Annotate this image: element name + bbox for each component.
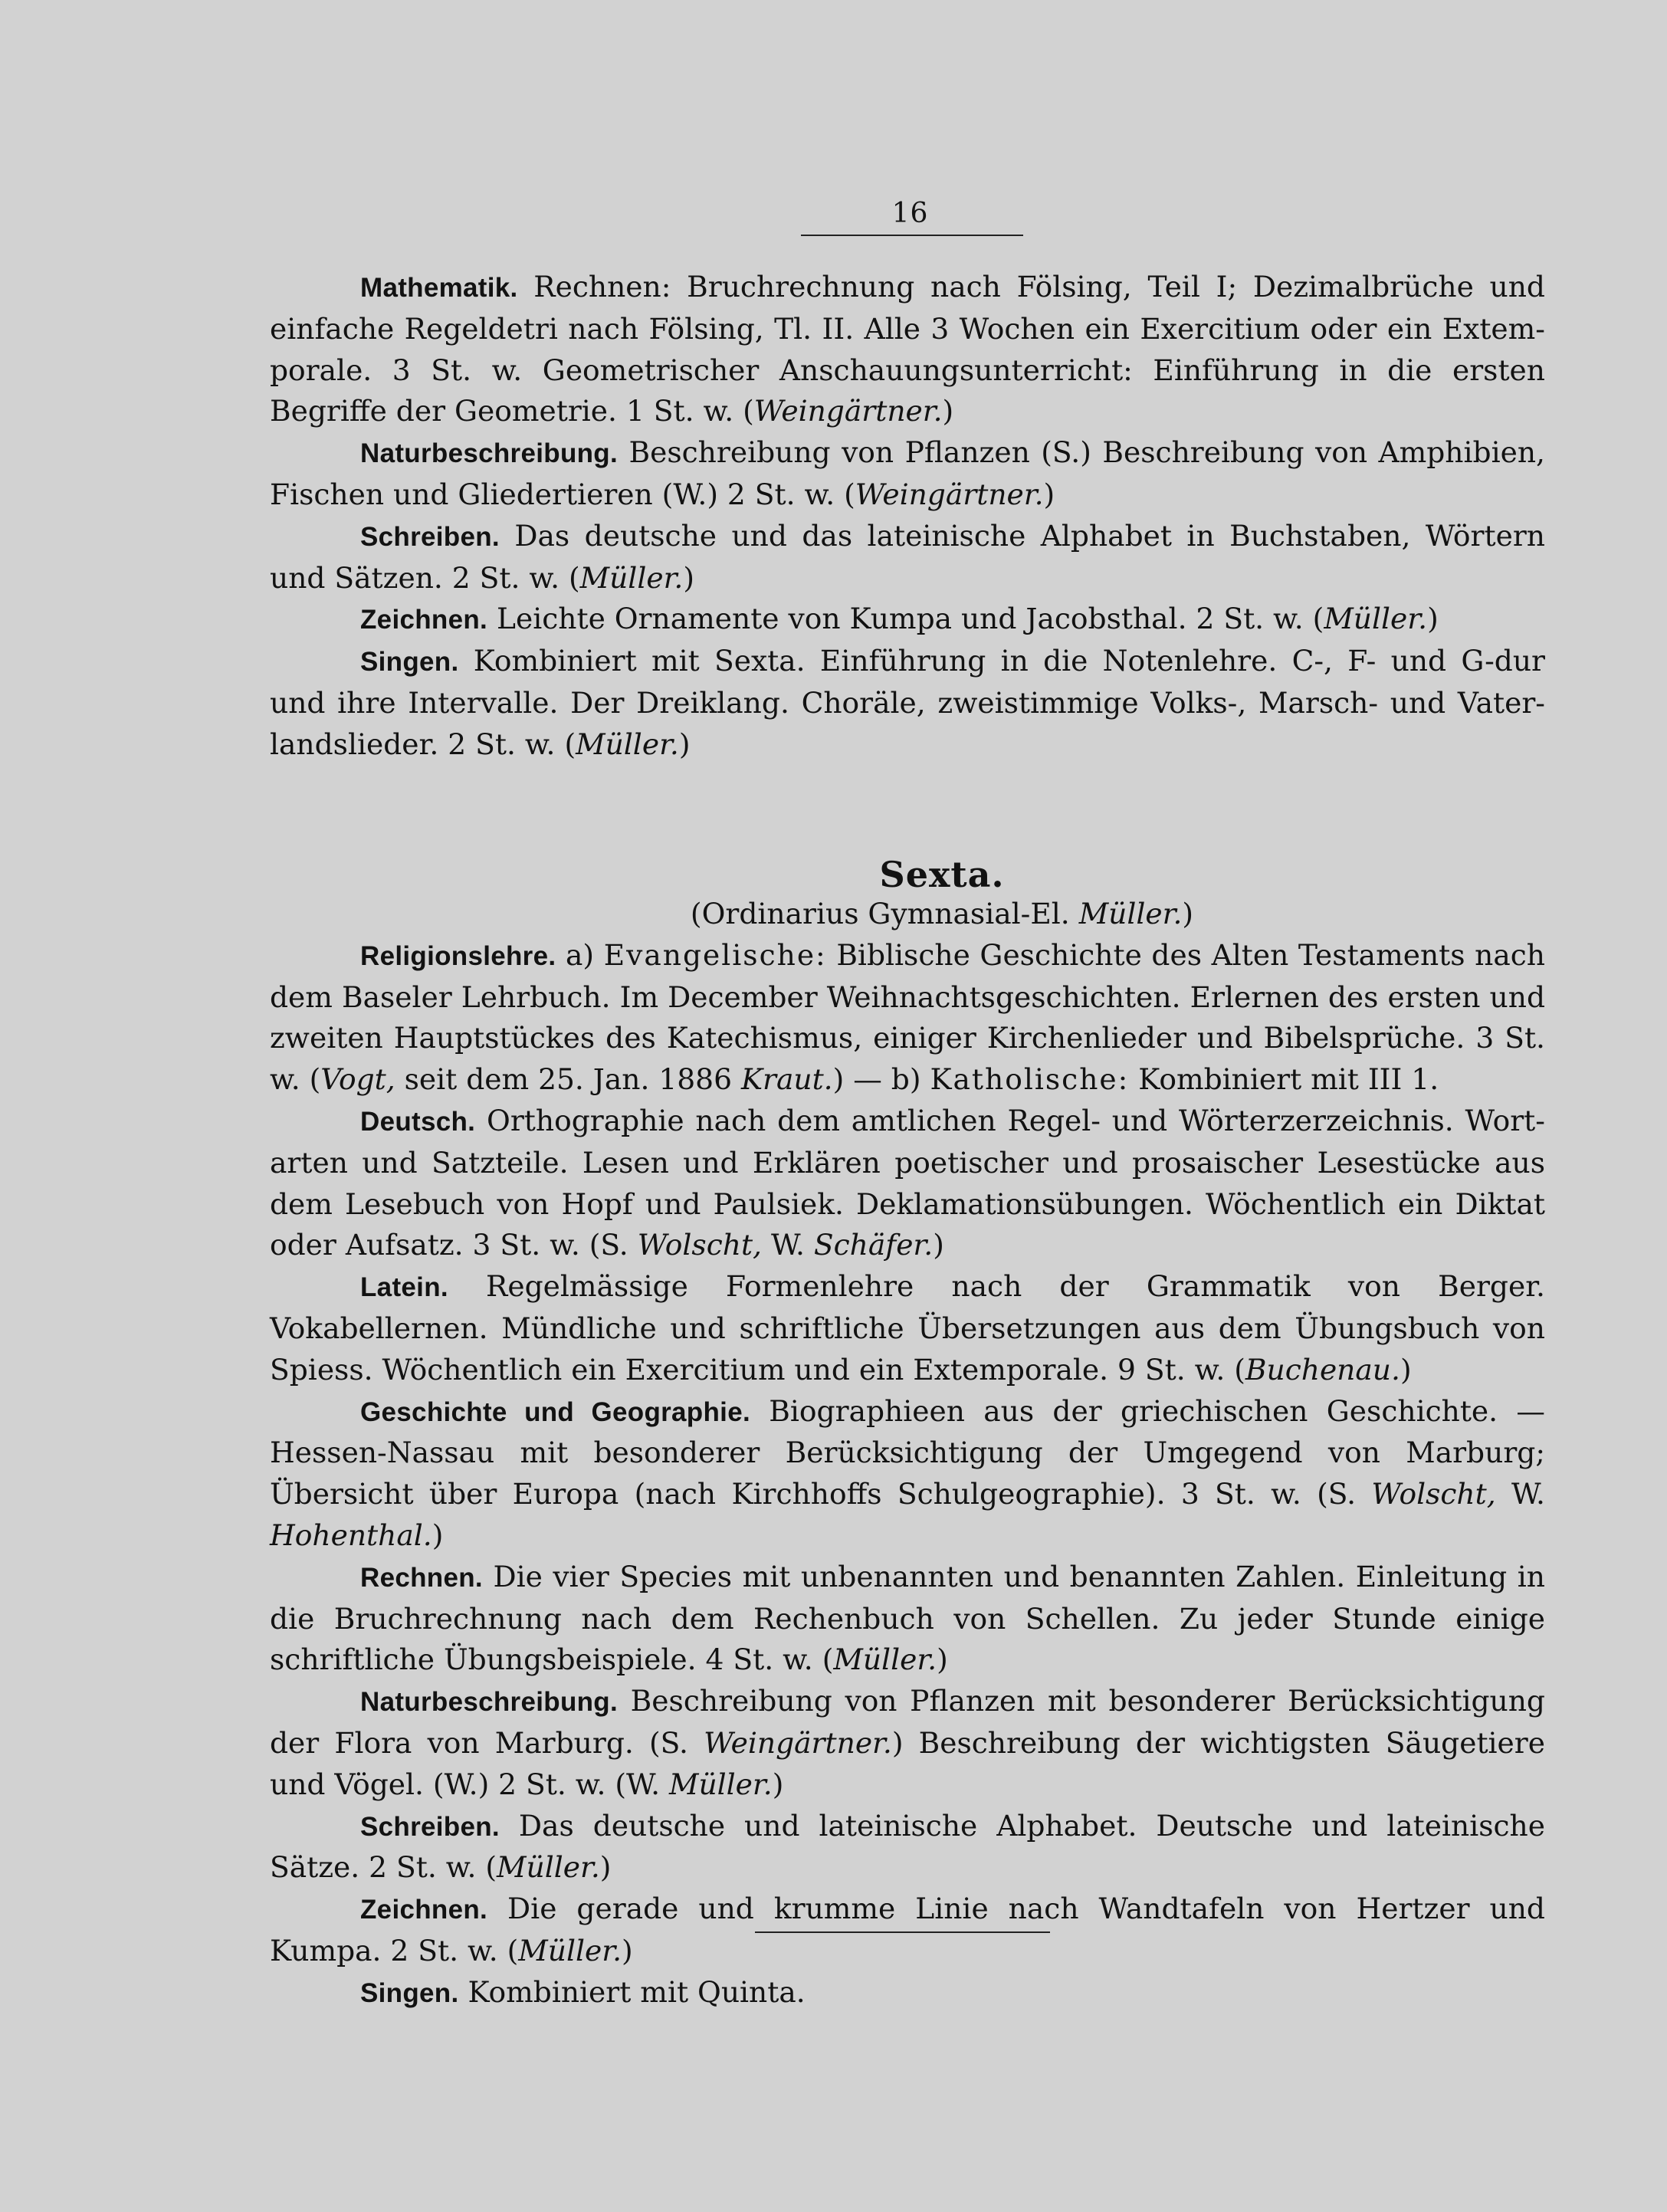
subject-text: Beschreibung von Pflanzen (S.) Beschreibung von Amphibien, Fischen und Gliedertieren (W.) 2 St. w. ( <box>270 435 1545 511</box>
sexta-subject-zeichnen <box>270 1889 1545 1972</box>
subject-text: ) <box>678 727 691 761</box>
teacher-name: Müller. <box>497 1850 600 1885</box>
teacher-name: Müller. <box>518 1933 622 1967</box>
teacher-name: Hohenthal. <box>270 1518 432 1552</box>
ordinarius-suffix: ) <box>1182 897 1194 930</box>
subject-text: ) <box>599 1850 612 1885</box>
subject-text: ) <box>1043 477 1055 511</box>
sexta-heading: Sexta. <box>879 854 1005 895</box>
spaced-label: Evangelische: <box>603 937 827 972</box>
subject-title: Deutsch. <box>360 1106 476 1137</box>
quinta-subject-singen <box>270 641 1545 765</box>
subject-title: Schreiben. <box>360 1811 500 1842</box>
teacher-name: Vogt, <box>320 1062 395 1097</box>
quinta-subject-naturbeschreibung <box>270 432 1545 516</box>
sexta-subject-singen <box>270 1972 1545 2014</box>
quinta-subject-mathematik <box>270 267 1545 432</box>
subject-title: Zeichnen. <box>360 1895 488 1925</box>
quinta-curriculum-section <box>270 267 1545 766</box>
subject-text: Beschreibung von Pflanzen mit besonderer Berücksichtigung der Flora von Marburg. (S. <box>270 1684 1545 1760</box>
teacher-name: Wolscht, <box>637 1228 762 1262</box>
subject-title: Religionslehre. <box>360 940 556 971</box>
subject-title: Singen. <box>360 647 459 678</box>
sexta-subjects <box>270 935 1545 2014</box>
subject-text: Biblische Geschichte des Alten Testaments nach dem Baseler Lehrbuch. Im December Weihnachtsgeschichten. Erlernen des ersten und zweiten Hauptstückes des Katechismus, einiger Kirchenlieder und Bibelsprüche. 3 St. w. ( <box>270 937 1545 1097</box>
ordinarius-line <box>270 894 1545 935</box>
subject-text: Kombiniert mit Sexta. Einführung in die Notenlehre. C-, F- und G-dur und ihre Intervalle. Der Dreiklang. Choräle, zweistimmige Volks-, Marsch- und Vaterlandslieder. 2 St. w. ( <box>270 644 1545 761</box>
subject-text: ) <box>942 394 954 428</box>
subject-text: Kombiniert mit Quinta. <box>458 1974 806 2009</box>
page-number: 16 <box>891 198 929 229</box>
subject-text: W. <box>762 1228 814 1262</box>
subject-title: Singen. <box>360 1977 459 2008</box>
teacher-name: Müller. <box>668 1767 773 1801</box>
subject-text: Orthographie nach dem amtlichen Regel- und Wörterzerzeichnis. Wortarten und Satzteile. Lesen und Erklären poetischer und prosaischer Lesestücke aus dem Lesebuch von Hopf und Paulsiek. Deklamationsübungen. Wöchentlich ein Diktat oder Aufsatz. 3 St. w. (S. <box>270 1103 1545 1262</box>
spaced-label: Katholische: <box>930 1062 1130 1097</box>
teacher-name: Kraut. <box>740 1062 833 1097</box>
subject-title: Mathematik. <box>360 273 518 303</box>
subject-title: Naturbeschreibung. <box>360 438 619 469</box>
subject-text: a) <box>556 937 604 972</box>
subject-text: Rechnen: Bruchrechnung nach Fölsing, Teil I; Dezimalbrüche und einfache Regeldetri nach Fölsing, Tl. II. Alle 3 Wochen ein Exercitium oder ein Extemporale. 3 St. w. Geometrischer Anschauungsunterricht: Einführung in die ersten Begriffe der Geometrie. 1 St. w. ( <box>270 270 1545 428</box>
ordinarius-name: Müller. <box>1078 897 1183 930</box>
teacher-name: Weingärtner. <box>855 477 1044 511</box>
teacher-name: Wolscht, <box>1371 1477 1496 1511</box>
ordinarius-prefix: (Ordinarius Gymnasial-El. <box>690 897 1079 930</box>
bottom-rule <box>755 1931 1050 1933</box>
subject-text: ) <box>937 1643 948 1677</box>
sexta-subject-naturbeschreibung <box>270 1681 1545 1805</box>
teacher-name: Müller. <box>576 727 679 761</box>
teacher-name: Müller. <box>1324 602 1428 636</box>
teacher-name: Schäfer. <box>813 1228 934 1262</box>
sexta-subject-schreiben <box>270 1806 1545 1889</box>
subject-text: Das deutsche und das lateinische Alphabet in Buchstaben, Wörtern und Sätzen. 2 St. w. ( <box>270 518 1545 595</box>
teacher-name: Müller. <box>833 1643 937 1677</box>
sexta-subject-latein <box>270 1266 1545 1390</box>
subject-text: ) <box>432 1518 444 1552</box>
subject-text: ) <box>772 1767 784 1801</box>
subject-text: Die vier Species mit unbenannten und benannten Zahlen. Einleitung in die Bruchrechnung nach dem Rechenbuch von Schellen. Zu jeder Stunde einige schriftliche Übungsbeispiele. 4 St. w. ( <box>270 1559 1545 1677</box>
subject-text: ) <box>933 1228 944 1262</box>
subject-title: Rechnen. <box>360 1562 483 1593</box>
subject-text: W. <box>1495 1477 1545 1511</box>
sexta-curriculum-section <box>270 855 1545 2014</box>
subject-title: Schreiben. <box>360 521 500 552</box>
subject-text: Kombiniert mit III 1. <box>1129 1062 1439 1097</box>
teacher-name: Buchenau. <box>1245 1352 1400 1387</box>
teacher-name: Weingärtner. <box>704 1725 892 1760</box>
subject-text: ) <box>1427 602 1439 636</box>
sexta-subject-religionslehre <box>270 935 1545 1101</box>
subject-text: ) — b) <box>832 1062 930 1097</box>
sexta-subject-deutsch <box>270 1101 1545 1266</box>
teacher-name: Weingärtner. <box>753 394 943 428</box>
subject-text: seit dem 25. Jan. 1886 <box>395 1062 741 1097</box>
quinta-subject-schreiben <box>270 516 1545 599</box>
sexta-subject-geschichte-und-geographie <box>270 1391 1545 1557</box>
subject-text: Leichte Ornamente von Kumpa und Jacobsthal. 2 St. w. ( <box>487 602 1324 636</box>
subject-text: ) Beschreibung der wichtigsten Säugetiere und Vögel. (W.) 2 St. w. (W. <box>270 1725 1545 1801</box>
subject-text: Das deutsche und lateinische Alphabet. Deutsche und lateinische Sätze. 2 St. w. ( <box>270 1808 1545 1885</box>
top-rule <box>801 235 1023 236</box>
subject-text: Biographieen aus der griechischen Geschichte. — Hessen-Nassau mit besonderer Berücksichtigung der Umgegend von Marburg; Übersicht über Europa (nach Kirchhoffs Schulgeographie). 3 St. w. (S. <box>270 1393 1545 1511</box>
subject-title: Geschichte und Geographie. <box>360 1396 750 1427</box>
subject-title: Naturbeschreibung. <box>360 1687 619 1718</box>
subject-text: Regelmässige Formenlehre nach der Grammatik von Berger. Vokabellernen. Mündliche und schriftliche Übersetzungen aus dem Übungsbuch von Spiess. Wöchentlich ein Exercitium und ein Extemporale. 9 St. w. ( <box>270 1269 1545 1387</box>
subject-text: ) <box>622 1933 633 1967</box>
sexta-subject-rechnen <box>270 1557 1545 1681</box>
subject-title: Latein. <box>360 1272 448 1303</box>
subject-text: Die gerade und krumme Linie nach Wandtafeln von Hertzer und Kumpa. 2 St. w. ( <box>270 1892 1545 1967</box>
quinta-subject-zeichnen <box>270 599 1545 641</box>
teacher-name: Müller. <box>579 560 684 595</box>
subject-text: ) <box>683 560 695 595</box>
subject-title: Zeichnen. <box>360 605 488 635</box>
subject-text: ) <box>1400 1352 1412 1387</box>
